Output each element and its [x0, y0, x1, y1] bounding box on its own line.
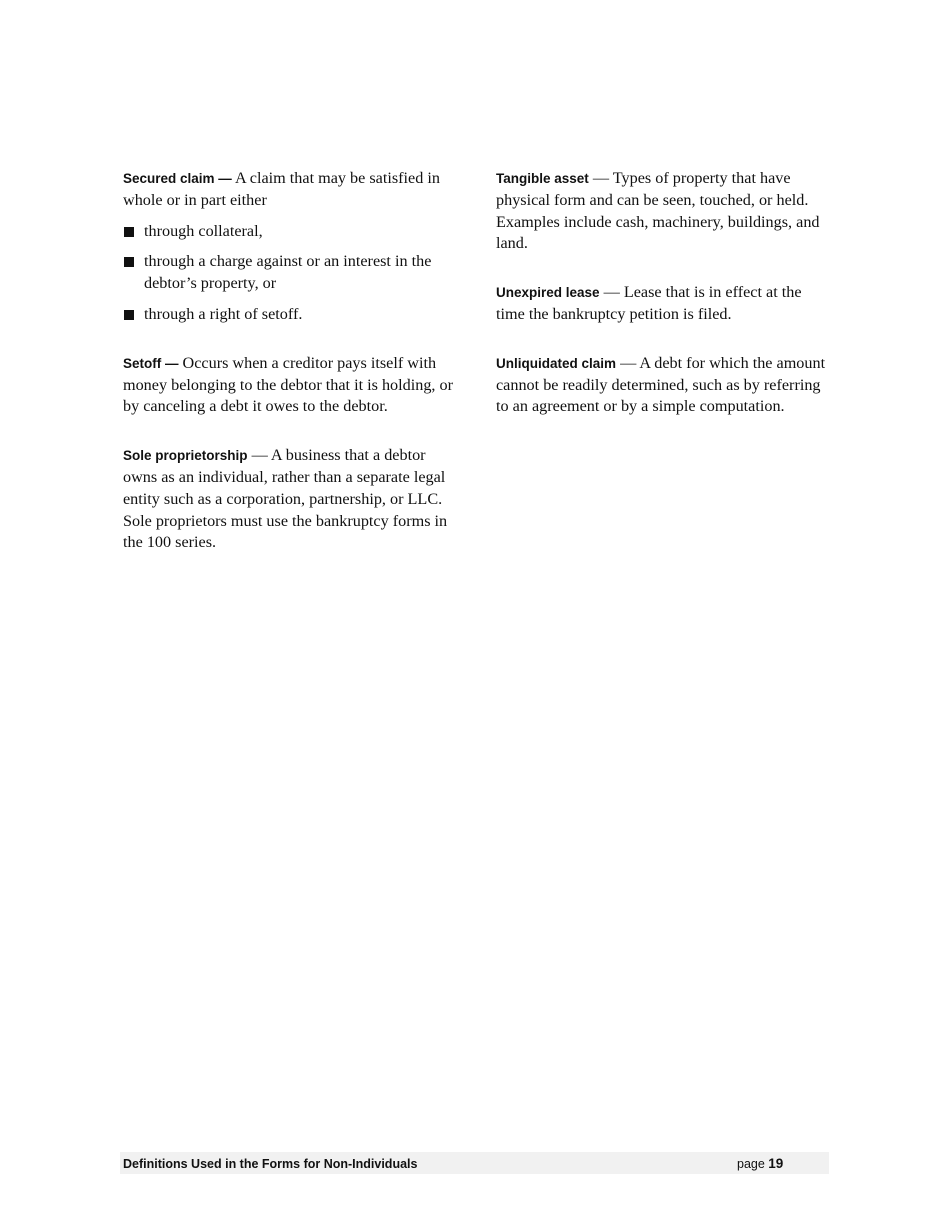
- definition-term: Unliquidated claim: [496, 355, 617, 371]
- definition-tangible-asset: [496, 168, 831, 255]
- definition-sole-proprietorship: [123, 445, 453, 554]
- definition-unexpired-lease: [496, 282, 831, 326]
- right-column: [496, 168, 831, 445]
- definition-text: — Types of property that have physical form and can be seen, touched, or held. Examples include cash, machinery, buildings, and land.: [496, 169, 820, 253]
- page-number-value: 19: [768, 1156, 784, 1171]
- definition-setoff: [123, 353, 453, 418]
- definition-term: Setoff —: [123, 355, 179, 371]
- definition-term: Unexpired lease: [496, 285, 600, 301]
- list-item: [123, 221, 453, 243]
- definition-unliquidated-claim: [496, 353, 831, 418]
- definition-term: Secured claim —: [123, 171, 232, 186]
- definition-text: — A business that a debtor owns as an individual, rather than a separate legal entity such as a corporation, partnership, or LLC. Sole proprietors must use the bankruptcy forms in the 100 series.: [123, 446, 448, 552]
- page-label: page: [737, 1157, 765, 1171]
- definition-term: Sole proprietorship: [123, 448, 248, 464]
- definition-secured-claim: [123, 168, 453, 326]
- list-item: [123, 304, 453, 326]
- square-bullet-icon: [124, 310, 134, 320]
- bullet-list: [123, 221, 453, 326]
- definition-text: — A debt for which the amount cannot be readily determined, such as by referring to an agreement or by a simple computation.: [496, 353, 826, 416]
- list-item-text: through a charge against or an interest in the debtor’s property, or: [144, 252, 432, 293]
- definition-text: — Lease that is in effect at the time the bankruptcy petition is filed.: [496, 283, 802, 323]
- list-item: [123, 251, 453, 295]
- square-bullet-icon: [124, 227, 134, 237]
- definition-term: Tangible asset: [496, 171, 589, 186]
- list-item-text: through collateral,: [144, 221, 263, 240]
- left-column: [123, 168, 453, 581]
- list-item-text: through a right of setoff.: [144, 304, 303, 323]
- square-bullet-icon: [124, 257, 134, 267]
- page-footer: [120, 1152, 829, 1174]
- definition-text: Occurs when a creditor pays itself with money belonging to the debtor that it is holding, or by canceling a debt it owes to the debtor.: [123, 353, 454, 416]
- page-number: [737, 1156, 783, 1171]
- definition-text: A claim that may be satisfied in whole or in part either: [123, 169, 440, 209]
- footer-title: Definitions Used in the Forms for Non-Individuals: [123, 1157, 418, 1171]
